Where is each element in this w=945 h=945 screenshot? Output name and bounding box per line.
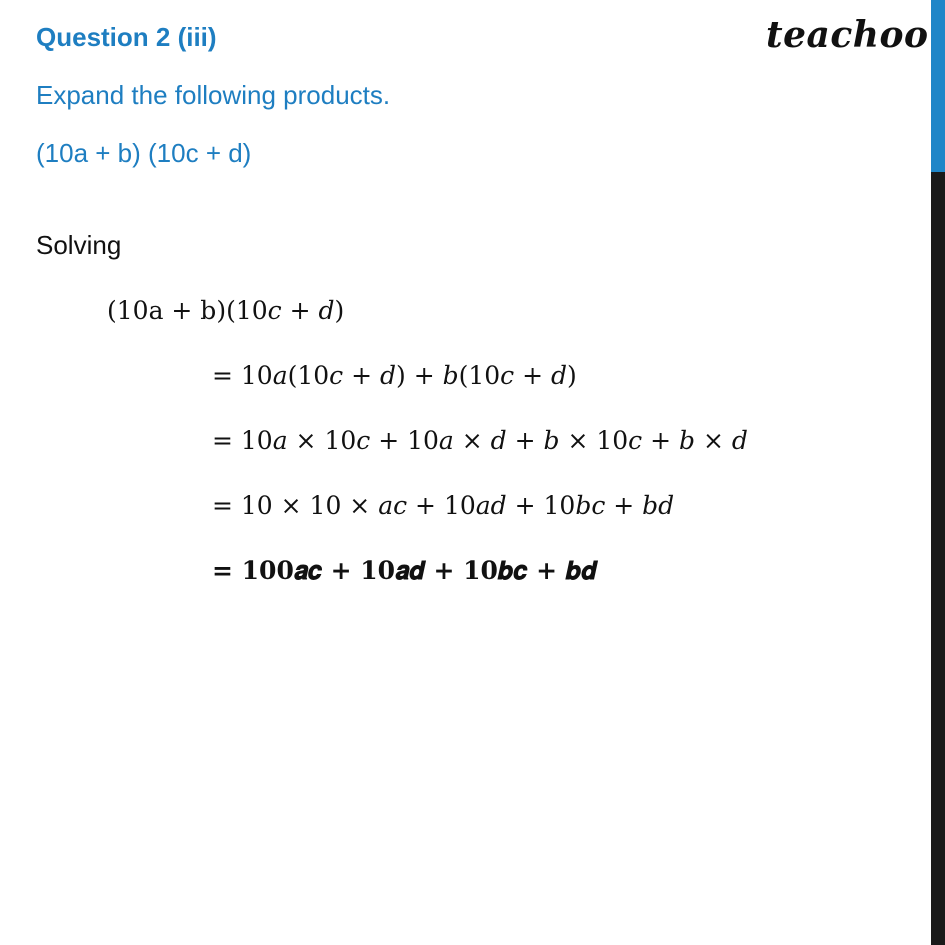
solving-heading: Solving [36, 230, 122, 260]
solution-final-answer: = 100𝒂𝒄 + 10𝒂𝒅 + 10𝒃𝒄 + 𝒃𝒅 [212, 556, 597, 585]
solution-step-3: = 10𝑎 × 10𝑐 + 10𝑎 × 𝑑 + 𝑏 × 10𝑐 + 𝑏 × 𝑑 [212, 426, 748, 455]
question-expression: (10a + b) (10c + d) [36, 138, 252, 168]
solution-step-1: (10a + b)(10𝑐 + 𝑑) [107, 296, 345, 325]
solution-step-4: = 10 × 10 × 𝑎𝑐 + 10𝑎𝑑 + 10𝑏𝑐 + 𝑏𝑑 [212, 491, 675, 520]
teachoo-logo: teachoo [766, 14, 929, 56]
solution-step-2: = 10𝑎(10𝑐 + 𝑑) + 𝑏(10𝑐 + 𝑑) [212, 361, 577, 390]
right-edge-accent [931, 0, 945, 172]
question-title: Question 2 (iii) [36, 22, 217, 52]
right-edge-bar [931, 0, 945, 945]
question-prompt: Expand the following products. [36, 80, 391, 110]
